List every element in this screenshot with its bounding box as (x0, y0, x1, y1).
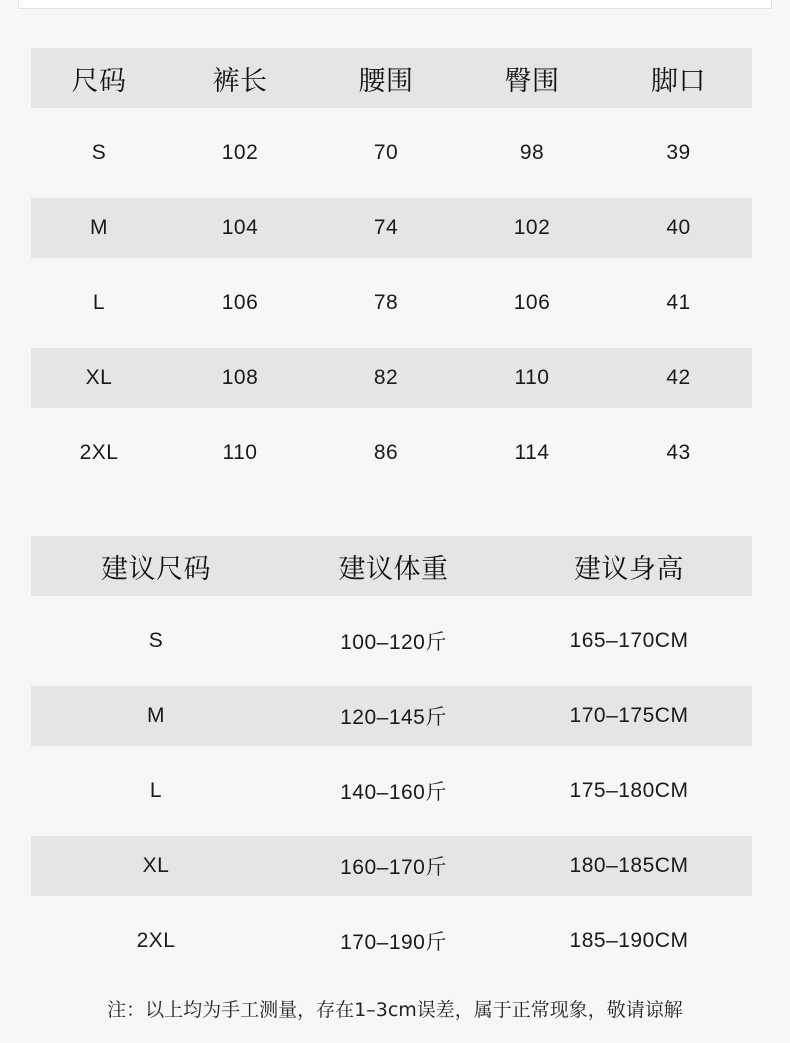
cell-weight: 100–120斤 (340, 631, 447, 654)
cell-waist: 78 (373, 291, 399, 314)
cell-size: 2XL (79, 441, 119, 464)
cell-hip: 102 (513, 216, 551, 239)
cell-leg-opening: 42 (666, 366, 691, 389)
header-pants-length: 裤长 (212, 65, 268, 97)
cell-height: 180–185CM (569, 854, 689, 877)
cell-leg-opening: 40 (666, 216, 691, 239)
cell-size: XL (85, 366, 113, 389)
cell-pants-length: 106 (221, 291, 259, 314)
cell-weight: 120–145斤 (340, 706, 447, 729)
table-row (31, 348, 752, 408)
cell-size: M (147, 704, 165, 727)
cell-height: 165–170CM (569, 629, 689, 652)
cell-hip: 110 (514, 366, 550, 389)
top-border (18, 0, 772, 9)
header-size: 尺码 (71, 65, 127, 97)
measurement-note: 注：以上均为手工测量，存在1–3cm误差，属于正常现象，敬请谅解 (107, 999, 683, 1021)
header-recommended-size: 建议尺码 (101, 553, 211, 585)
size-chart-header-row (31, 48, 752, 108)
cell-size: L (149, 779, 163, 802)
table-row (31, 198, 752, 258)
cell-size: M (90, 216, 108, 239)
cell-waist: 74 (373, 216, 399, 239)
cell-pants-length: 108 (221, 366, 259, 389)
cell-size: L (92, 291, 106, 314)
cell-height: 175–180CM (569, 779, 689, 802)
cell-size: S (91, 141, 107, 164)
cell-hip: 114 (514, 441, 550, 464)
cell-weight: 140–160斤 (340, 781, 447, 804)
cell-size: 2XL (136, 929, 176, 952)
cell-hip: 106 (513, 291, 551, 314)
cell-pants-length: 102 (221, 141, 259, 164)
table-row (31, 108, 752, 198)
cell-size: S (148, 629, 164, 652)
cell-size: XL (142, 854, 170, 877)
recommendation-header-row (31, 536, 752, 596)
table-row (31, 896, 752, 986)
cell-waist: 86 (373, 441, 399, 464)
cell-pants-length: 104 (221, 216, 259, 239)
header-recommended-weight: 建议体重 (338, 553, 449, 585)
table-row (31, 746, 752, 836)
table-row (31, 836, 752, 896)
cell-leg-opening: 41 (666, 291, 691, 314)
header-hip: 臀围 (504, 65, 560, 97)
header-leg-opening: 脚口 (651, 65, 706, 97)
table-row (31, 258, 752, 348)
cell-leg-opening: 43 (666, 441, 691, 464)
cell-weight: 170–190斤 (340, 931, 447, 954)
cell-pants-length: 110 (222, 441, 258, 464)
table-row (31, 596, 752, 686)
size-chart-table (31, 48, 752, 498)
header-recommended-height: 建议身高 (574, 553, 684, 585)
table-row (31, 686, 752, 746)
cell-waist: 82 (373, 366, 399, 389)
header-waist: 腰围 (358, 65, 414, 97)
cell-weight: 160–170斤 (340, 856, 447, 879)
cell-hip: 98 (519, 141, 545, 164)
cell-height: 185–190CM (569, 929, 689, 952)
cell-leg-opening: 39 (666, 141, 691, 164)
cell-height: 170–175CM (569, 704, 689, 727)
table-row (31, 408, 752, 498)
recommendation-table (31, 536, 752, 986)
cell-waist: 70 (373, 141, 399, 164)
